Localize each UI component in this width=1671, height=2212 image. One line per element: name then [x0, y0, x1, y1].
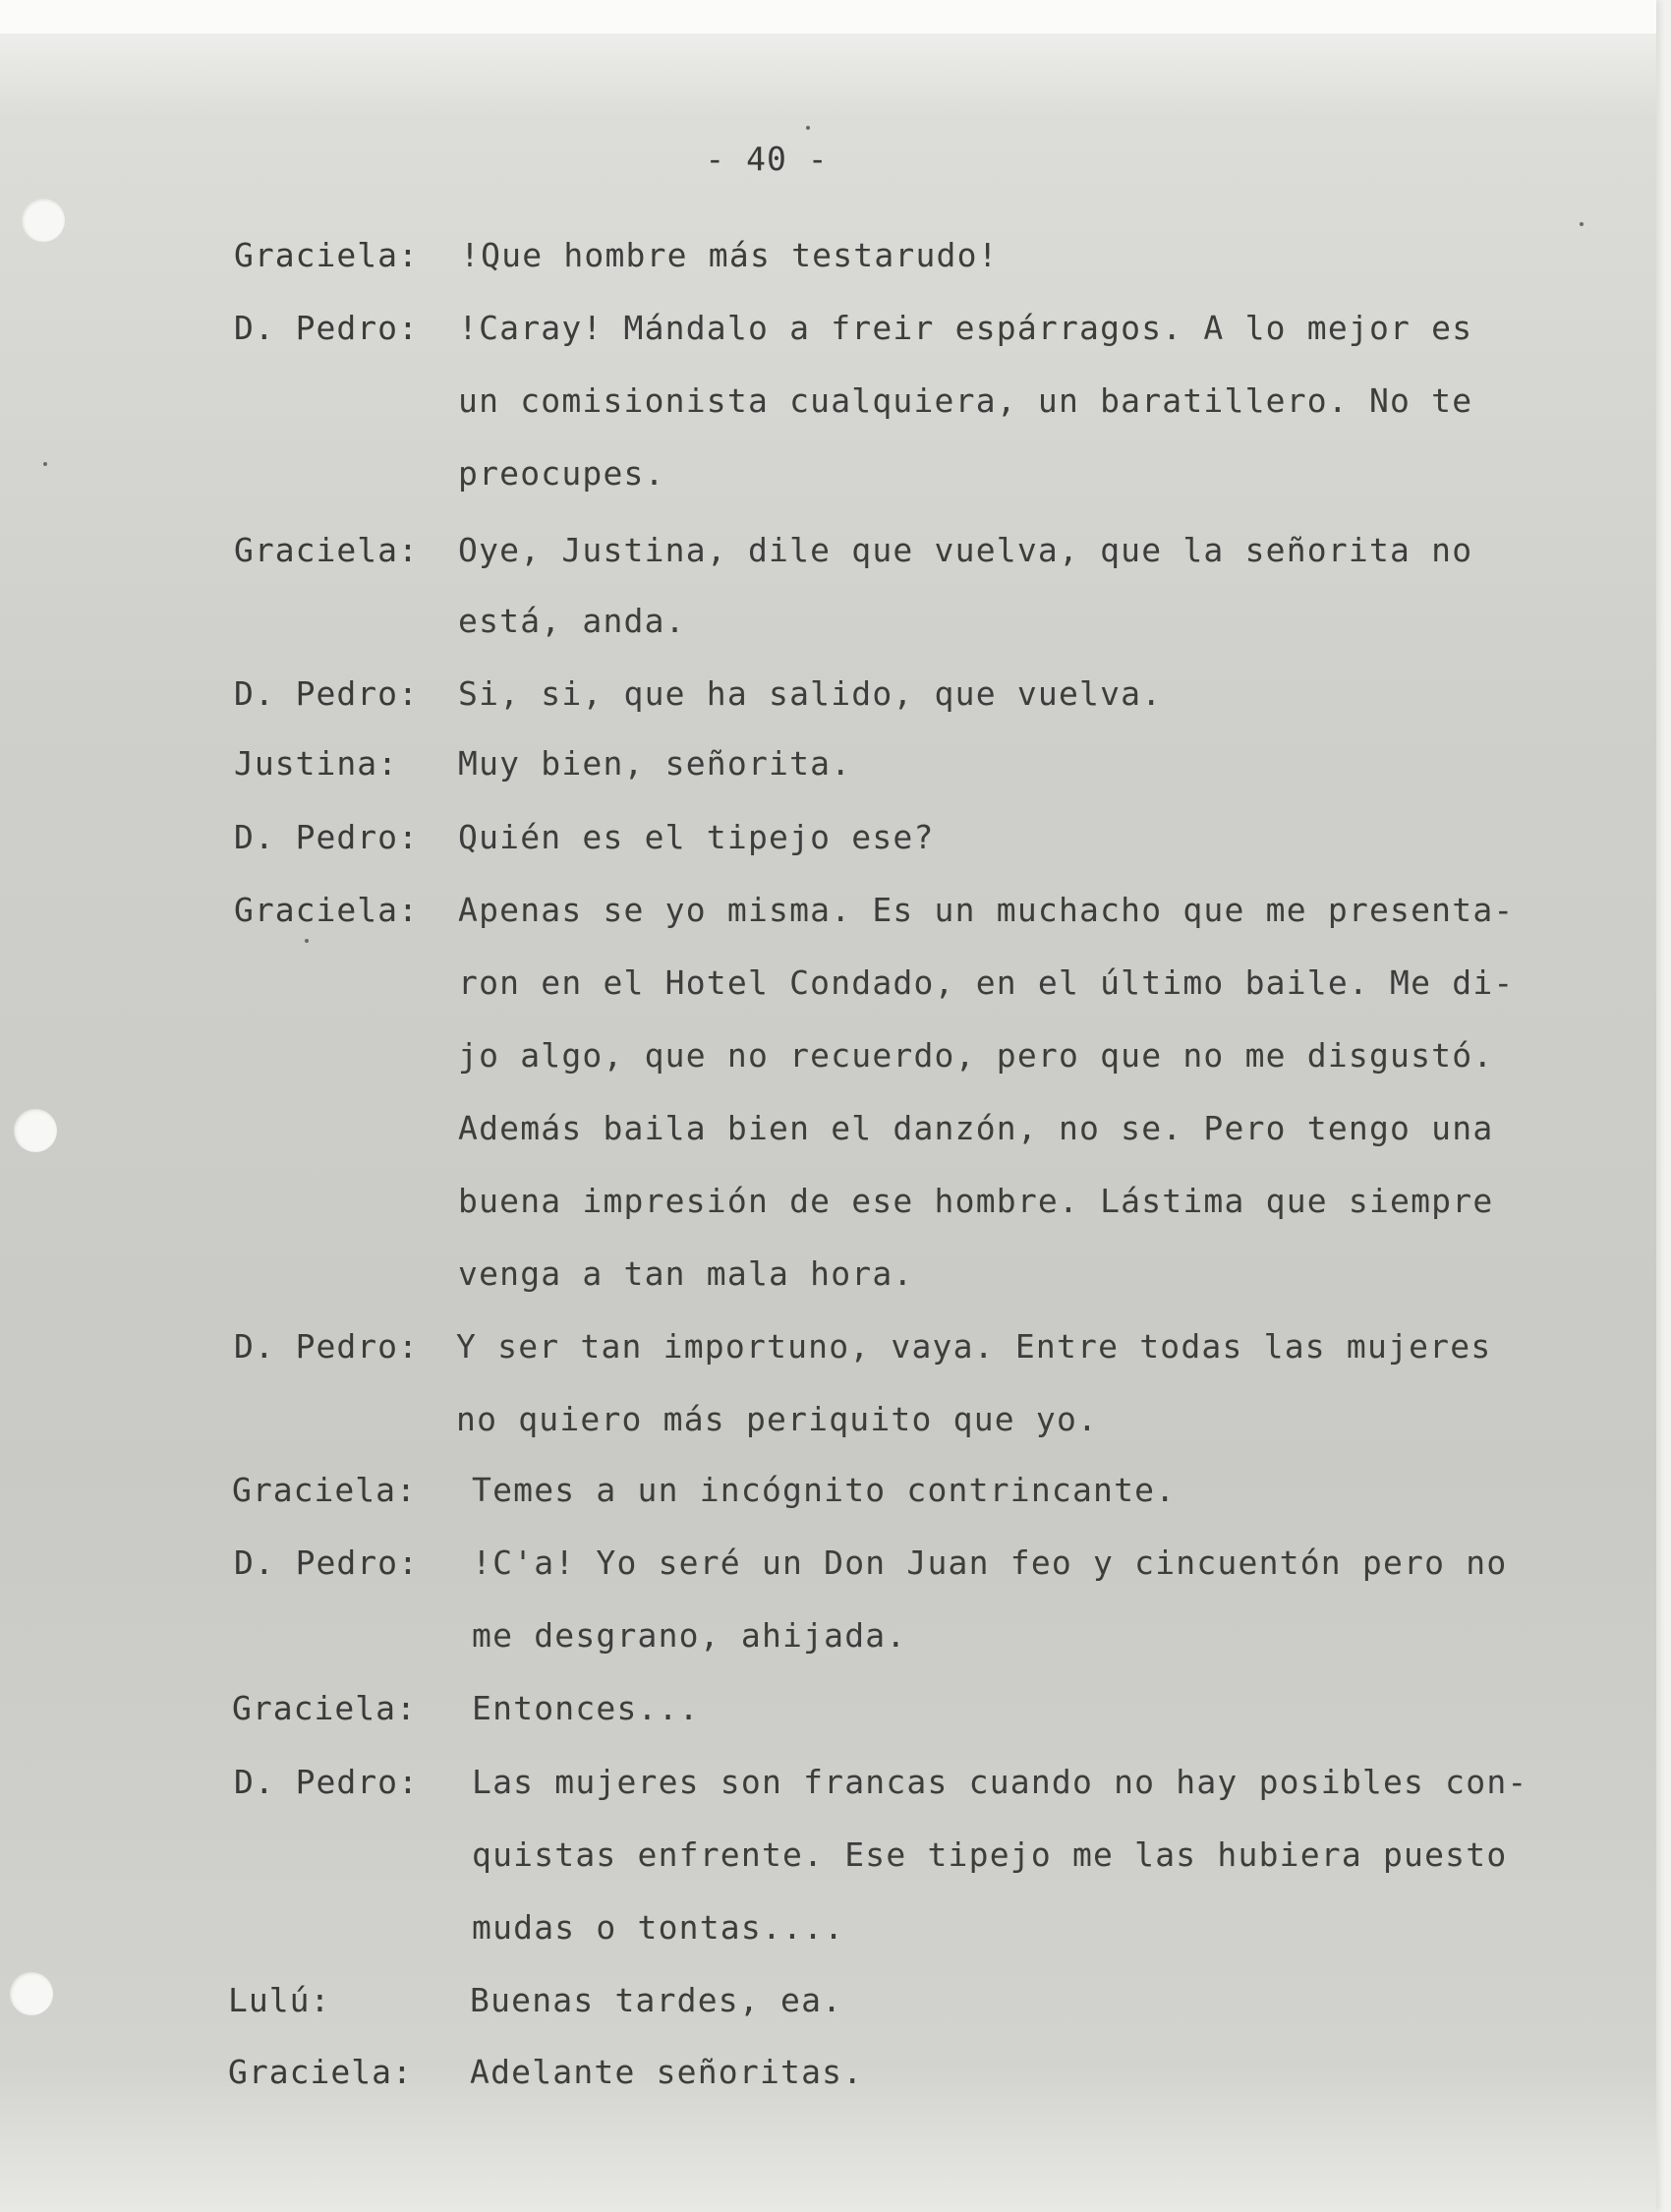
speaker-name: Graciela: [228, 2053, 413, 2091]
speaker-name: Graciela: [234, 891, 419, 929]
dialogue-line: Además baila bien el danzón, no se. Pero tengo una [458, 1109, 1494, 1147]
page-number: - 40 - [705, 140, 829, 178]
dialogue-line: buena impresión de ese hombre. Lástima que siempre [458, 1182, 1494, 1220]
dialogue-line: Oye, Justina, dile que vuelva, que la señorita no [458, 531, 1473, 569]
ink-speck [43, 462, 47, 466]
speaker-name: Graciela: [232, 1471, 417, 1509]
dialogue-line: un comisionista cualquiera, un baratillero. No te [458, 381, 1473, 420]
dialogue-line: mudas o tontas.... [472, 1908, 845, 1947]
paper-top-edge [0, 0, 1656, 33]
dialogue-line: ron en el Hotel Condado, en el último baile. Me di- [458, 963, 1515, 1002]
dialogue-line: preocupes. [458, 454, 665, 493]
speaker-name: Graciela: [232, 1689, 417, 1727]
ink-speck [305, 939, 309, 943]
speaker-name: Graciela: [234, 531, 419, 569]
dialogue-line: Entonces... [472, 1689, 700, 1727]
dialogue-line: Apenas se yo misma. Es un muchacho que me presenta- [458, 891, 1515, 929]
dialogue-line: Adelante señoritas. [470, 2053, 864, 2091]
ink-speck [1580, 222, 1584, 226]
speaker-name: D. Pedro: [234, 309, 419, 347]
speaker-name: D. Pedro: [234, 674, 419, 713]
dialogue-line: jo algo, que no recuerdo, pero que no me disgustó. [458, 1036, 1494, 1075]
speaker-name: Graciela: [234, 236, 419, 274]
dialogue-line: !Caray! Mándalo a freir espárragos. A lo mejor es [458, 309, 1473, 347]
dialogue-line: me desgrano, ahijada. [472, 1616, 907, 1655]
dialogue-line: Si, si, que ha salido, que vuelva. [458, 674, 1163, 713]
dialogue-line: Muy bien, señorita. [458, 744, 852, 783]
punch-hole-middle [14, 1109, 57, 1152]
speaker-name: D. Pedro: [234, 818, 419, 856]
speaker-name: D. Pedro: [234, 1543, 419, 1582]
punch-hole-top [22, 199, 65, 242]
dialogue-line: venga a tan mala hora. [458, 1254, 914, 1293]
ink-speck [806, 126, 810, 130]
speaker-name: D. Pedro: [234, 1763, 419, 1801]
speaker-name: Justina: [234, 744, 398, 783]
dialogue-line: está, anda. [458, 602, 686, 640]
punch-hole-bottom [10, 1972, 53, 2015]
speaker-name: Lulú: [228, 1981, 331, 2019]
dialogue-line: Las mujeres son francas cuando no hay posibles con- [472, 1763, 1528, 1801]
dialogue-line: Quién es el tipejo ese? [458, 818, 935, 856]
dialogue-line: !Que hombre más testarudo! [460, 236, 999, 274]
speaker-name: D. Pedro: [234, 1327, 419, 1366]
dialogue-line: Temes a un incógnito contrincante. [472, 1471, 1177, 1509]
dialogue-line: no quiero más periquito que yo. [456, 1400, 1099, 1438]
dialogue-line: quistas enfrente. Ese tipejo me las hubiera puesto [472, 1835, 1508, 1874]
dialogue-line: Buenas tardes, ea. [470, 1981, 843, 2019]
dialogue-line: Y ser tan importuno, vaya. Entre todas las mujeres [456, 1327, 1492, 1366]
dialogue-line: !C'a! Yo seré un Don Juan feo y cincuentón pero no [472, 1543, 1508, 1582]
